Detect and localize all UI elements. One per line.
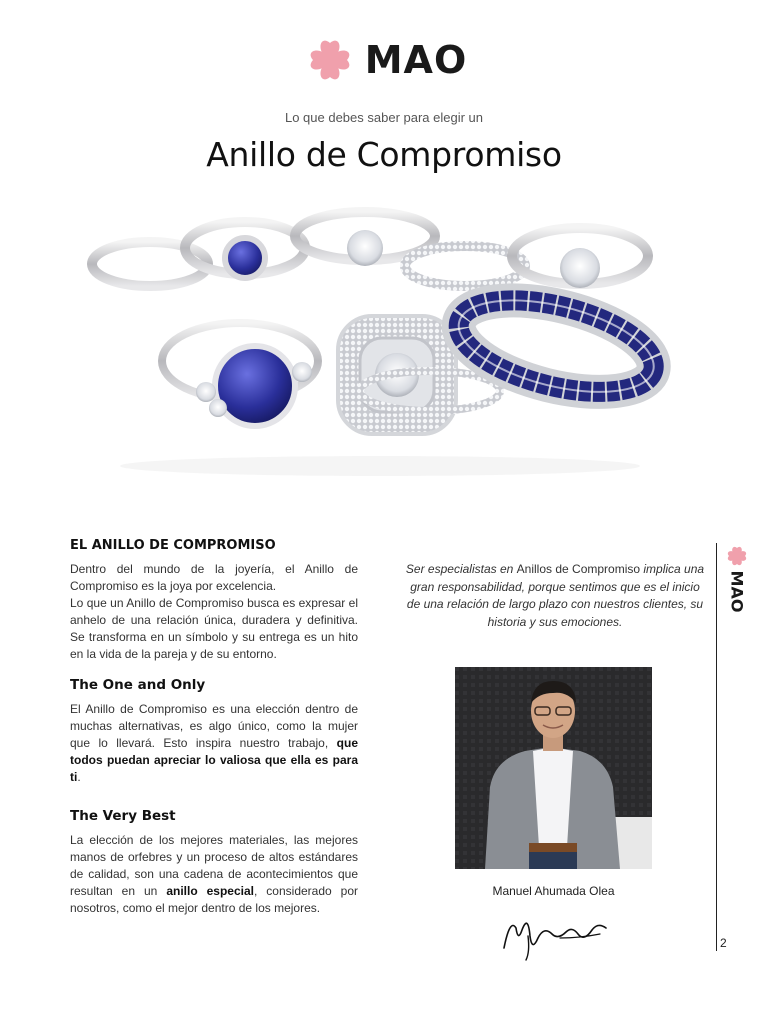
page-title: Anillo de Compromiso (206, 135, 562, 174)
page-header (0, 30, 768, 174)
section-heading-one-and-only: The One and Only (70, 677, 206, 693)
section1-paragraph-1: Dentro del mundo de la joyería, el Anillo de Compromiso es la joya por excelencia. (70, 562, 358, 593)
section3-paragraph (70, 832, 358, 917)
section-heading-very-best: The Very Best (70, 808, 176, 824)
signature-icon (500, 908, 610, 962)
back-diamond (347, 230, 383, 266)
section1-paragraph-2: Lo que un Anillo de Compromiso busca es expresar el anhelo de una relación única, duradera y definitiva. Se transforma en un símbolo y su entrega es un hito en la vida de la pareja y de su entorno. (70, 596, 358, 661)
side-diamond-2 (209, 399, 227, 417)
brand-logo (0, 30, 768, 90)
section2-end: . (77, 770, 81, 784)
quote-post: implica una gran responsabilidad, porque sentimos que es el inicio de una relación de largo plazo con nuestros clientes, su historia y sus emociones. (406, 562, 705, 629)
portrait-photo (455, 667, 652, 869)
section2-bold: que todos puedan apreciar lo valiosa que ella es para ti (70, 736, 358, 784)
side-brand-name: MAO (727, 570, 747, 613)
small-sapphire (225, 238, 265, 278)
large-sapphire (215, 346, 295, 426)
hero-shadow (120, 456, 640, 476)
clover-logo-icon (301, 31, 359, 89)
section2-text: El Anillo de Compromiso es una elección dentro de muchas alternativas, es algo único, como la mujer que lo llevará. Esto inspira nuestro trabajo, (70, 702, 358, 750)
page-number: 2 (720, 936, 727, 950)
title-kicker: Lo que debes saber para elegir un (284, 110, 484, 125)
section2-paragraph (70, 701, 358, 786)
side-diamond-3 (292, 362, 312, 382)
side-diamond-1 (196, 382, 216, 402)
left-column (70, 538, 358, 917)
quote-emphasis: Anillos de Compromiso (516, 562, 641, 576)
sidebar-rule (716, 543, 717, 951)
quote-pre: Ser especialistas en (405, 562, 517, 576)
sapphire-band (450, 283, 663, 409)
section3-text: La elección de los mejores materiales, las mejores manos de orfebres y un proceso de altos estándares de calidad, son una cadena de acontecimientos que resultan en un (70, 833, 358, 898)
pull-quote (405, 561, 705, 631)
section-heading-engagement-ring: EL ANILLO DE COMPROMISO (70, 538, 276, 553)
section3-end: , considerado por nosotros, como el mejor dentro de los mejores. (70, 884, 358, 915)
portrait-illustration (455, 667, 652, 869)
section3-bold: anillo especial (166, 884, 254, 898)
rings-hero-image (80, 196, 680, 496)
brand-name: MAO (364, 38, 468, 82)
back-ring-band (405, 246, 525, 286)
back-diamond-right (560, 248, 600, 288)
photo-caption: Manuel Ahumada Olea (492, 884, 615, 898)
